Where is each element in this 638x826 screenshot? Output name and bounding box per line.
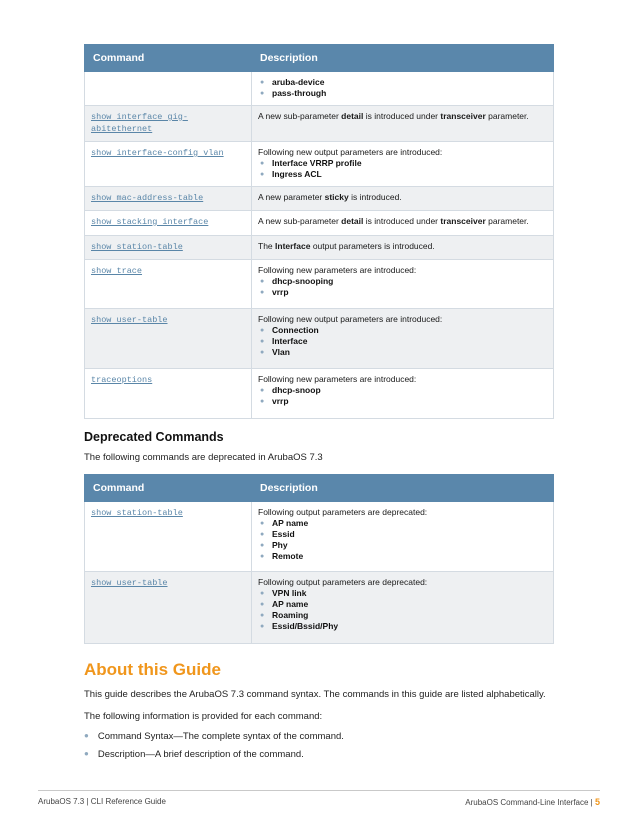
parameter-item: ● dhcp-snooping xyxy=(258,276,547,287)
table-row xyxy=(85,187,554,211)
description-cell xyxy=(252,260,554,309)
bullet-icon: ● xyxy=(84,731,89,740)
keyword: transceiver xyxy=(440,111,486,121)
command-link[interactable]: show user-table xyxy=(91,315,168,325)
table-header-row xyxy=(85,475,554,502)
parameter-item: ● Phy xyxy=(258,540,547,551)
about-bullet: ● Command Syntax—The complete syntax of the command. xyxy=(84,731,344,742)
command-cell xyxy=(85,502,252,572)
keyword: transceiver xyxy=(440,216,486,226)
header-command: Command xyxy=(85,45,252,72)
bullet-icon: ● xyxy=(84,749,89,758)
keyword: detail xyxy=(341,216,364,226)
table-row xyxy=(85,572,554,644)
header-description: Description xyxy=(252,475,554,502)
parameter-item: ● pass-through xyxy=(258,88,547,99)
footer-separator: | xyxy=(590,798,593,807)
description-intro: Following new output parameters are introduced: xyxy=(258,314,443,324)
description-text: is introduced under xyxy=(363,111,441,121)
about-heading: About this Guide xyxy=(84,660,221,679)
table-row xyxy=(85,211,554,236)
about-paragraph-1: This guide describes the ArubaOS 7.3 command syntax. The commands in this guide are listed alphabetically. xyxy=(84,689,546,700)
table-header-row xyxy=(85,45,554,72)
command-link[interactable]: show interface-config vlan xyxy=(91,148,224,158)
description-text: The xyxy=(258,241,276,251)
parameter-list xyxy=(258,158,547,180)
description-text: A new sub-parameter xyxy=(258,216,342,226)
description-intro: Following new output parameters are introduced: xyxy=(258,147,443,157)
table-row xyxy=(85,260,554,309)
parameter-item: ● Interface VRRP profile xyxy=(258,158,547,169)
page-number: 5 xyxy=(594,797,600,807)
command-link[interactable]: show trace xyxy=(91,266,143,276)
table-row xyxy=(85,369,554,419)
deprecated-commands-table xyxy=(84,474,554,644)
page-footer xyxy=(38,790,600,806)
table-row xyxy=(85,106,554,142)
command-link[interactable]: show station-table xyxy=(91,508,183,518)
footer-left: ArubaOS 7.3 | CLI Reference Guide xyxy=(38,797,166,806)
description-text: A new sub-parameter xyxy=(258,111,342,121)
command-cell xyxy=(85,260,252,309)
command-cell xyxy=(85,309,252,369)
parameter-item: ● Essid/Bssid/Phy xyxy=(258,621,547,632)
table-row xyxy=(85,142,554,187)
description-text: output parameters is introduced. xyxy=(310,241,435,251)
description-text: is introduced under xyxy=(363,216,441,226)
command-cell xyxy=(85,72,252,106)
parameter-list xyxy=(258,518,547,562)
parameter-item: ● vrrp xyxy=(258,287,547,298)
parameter-item: ● AP name xyxy=(258,599,547,610)
command-cell xyxy=(85,211,252,236)
parameter-list xyxy=(258,276,547,298)
description-cell xyxy=(252,309,554,369)
command-link[interactable]: traceoptions xyxy=(91,375,153,385)
description-text: A new parameter xyxy=(258,192,325,202)
table-row xyxy=(85,502,554,572)
about-paragraph-2: The following information is provided for each command: xyxy=(84,711,323,722)
description-intro: Following output parameters are deprecated: xyxy=(258,507,428,517)
command-cell xyxy=(85,106,252,142)
parameter-item: ● Vlan xyxy=(258,347,547,358)
parameter-list xyxy=(258,588,547,632)
deprecated-intro: The following commands are deprecated in ArubaOS 7.3 xyxy=(84,452,323,463)
table-row xyxy=(85,236,554,260)
description-cell xyxy=(252,142,554,187)
parameter-item: ● Remote xyxy=(258,551,547,562)
command-cell xyxy=(85,369,252,419)
description-cell xyxy=(252,236,554,260)
footer-right xyxy=(465,797,600,807)
command-link[interactable]: show interface gig-abitethernet xyxy=(91,112,188,134)
description-cell xyxy=(252,211,554,236)
command-link[interactable]: show user-table xyxy=(91,578,168,588)
description-intro: Following new parameters are introduced: xyxy=(258,265,417,275)
parameter-item: ● dhcp-snoop xyxy=(258,385,547,396)
deprecated-heading: Deprecated Commands xyxy=(84,430,224,444)
command-link[interactable]: show station-table xyxy=(91,242,183,252)
parameter-item: ● aruba-device xyxy=(258,77,547,88)
parameter-item: ● AP name xyxy=(258,518,547,529)
parameter-item: ● Roaming xyxy=(258,610,547,621)
table-row xyxy=(85,309,554,369)
keyword: detail xyxy=(341,111,364,121)
description-cell xyxy=(252,72,554,106)
description-text: is introduced. xyxy=(348,192,402,202)
parameter-list xyxy=(258,77,547,99)
keyword: Interface xyxy=(275,241,311,251)
description-cell xyxy=(252,572,554,644)
parameter-item: ● Interface xyxy=(258,336,547,347)
parameter-list xyxy=(258,325,547,358)
description-intro: Following new parameters are introduced: xyxy=(258,374,417,384)
changed-commands-table xyxy=(84,44,554,419)
parameter-item: ● VPN link xyxy=(258,588,547,599)
command-cell xyxy=(85,187,252,211)
command-cell xyxy=(85,236,252,260)
parameter-item: ● Connection xyxy=(258,325,547,336)
parameter-item: ● vrrp xyxy=(258,396,547,407)
description-intro: Following output parameters are deprecated: xyxy=(258,577,428,587)
description-cell xyxy=(252,187,554,211)
description-text: parameter. xyxy=(485,111,529,121)
table-row xyxy=(85,72,554,106)
header-description: Description xyxy=(252,45,554,72)
description-cell xyxy=(252,502,554,572)
description-cell xyxy=(252,369,554,419)
parameter-item: ● Ingress ACL xyxy=(258,169,547,180)
parameter-item: ● Essid xyxy=(258,529,547,540)
description-cell xyxy=(252,106,554,142)
keyword: sticky xyxy=(324,192,349,202)
description-text: parameter. xyxy=(485,216,529,226)
command-link[interactable]: show stacking interface xyxy=(91,217,209,227)
header-command: Command xyxy=(85,475,252,502)
command-cell xyxy=(85,142,252,187)
about-bullet: ● Description—A brief description of the command. xyxy=(84,749,304,760)
parameter-list xyxy=(258,385,547,407)
footer-section-title: ArubaOS Command-Line Interface xyxy=(465,798,589,807)
command-cell xyxy=(85,572,252,644)
command-link[interactable]: show mac-address-table xyxy=(91,193,204,203)
